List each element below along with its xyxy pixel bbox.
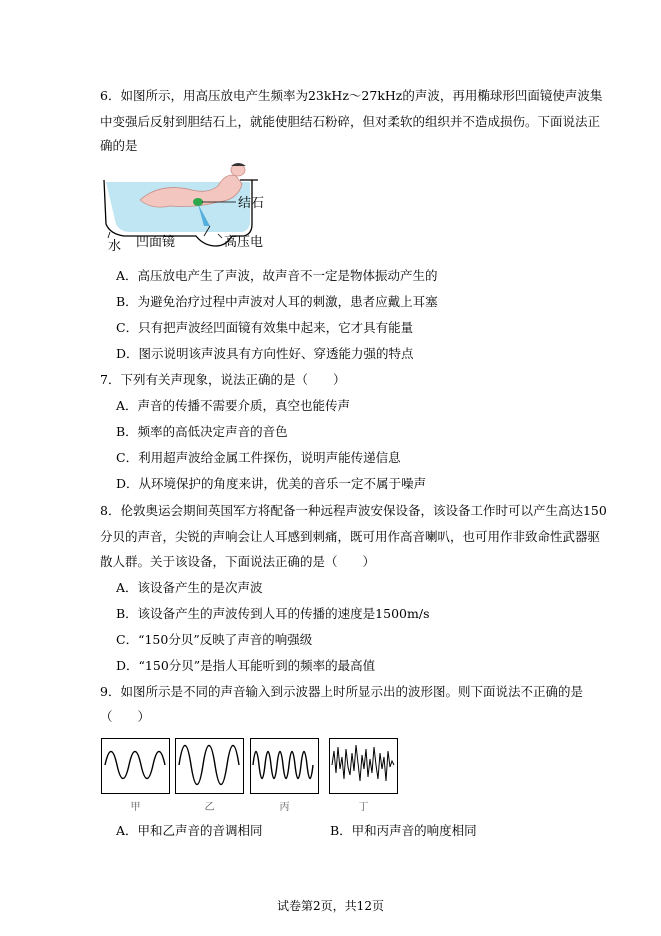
q9-stem-line1: 9．如图所示是不同的声音输入到示波器上时所显示出的波形图。则下面说法不正确的是 bbox=[100, 684, 583, 699]
label-stone: 结石 bbox=[238, 196, 265, 211]
q6-stem-line3: 确的是 bbox=[100, 138, 138, 153]
q6-stem-line2: 中变强后反射到胆结石上，就能使胆结石粉碎，但对柔软的组织并不造成损伤。下面说法正 bbox=[100, 114, 601, 129]
waveform-jia bbox=[101, 738, 170, 794]
q9-option-a: A．甲和乙声音的音调相同 bbox=[116, 823, 263, 838]
q7-option-c: C．利用超声波给金属工件探伤，说明声能传递信息 bbox=[116, 450, 401, 465]
q8-option-d: D．“150分贝”是指人耳能听到的频率的最高值 bbox=[116, 658, 376, 673]
q7-option-b: B．频率的高低决定声音的音色 bbox=[116, 424, 288, 439]
wave-label-jia: 甲 bbox=[130, 802, 141, 813]
q8-stem-line2: 分贝的声音，尖锐的声响会让人耳感到刺痛，既可用作高音喇叭，也可用作非致命性武器驱 bbox=[100, 529, 601, 544]
waveform-yi bbox=[175, 738, 244, 794]
q8-option-a: A．该设备产生的是次声波 bbox=[116, 580, 263, 595]
wave-label-bing: 丙 bbox=[279, 802, 290, 813]
q6-option-d: D．图示说明该声波具有方向性好、穿透能力强的特点 bbox=[116, 346, 414, 361]
q6-option-c: C．只有把声波经凹面镜有效集中起来，它才具有能量 bbox=[116, 320, 414, 335]
q7-option-d: D．从环境保护的角度来讲，优美的音乐一定不属于噪声 bbox=[116, 476, 427, 491]
q9-option-b: B．甲和丙声音的响度相同 bbox=[330, 823, 477, 838]
q6-option-b: B．为避免治疗过程中声波对人耳的刺激，患者应戴上耳塞 bbox=[116, 294, 438, 309]
q6-stem-line1: 6．如图所示，用高压放电产生频率为23kHz～27kHz的声波，再用椭球形凹面镜使声波集 bbox=[100, 88, 603, 103]
q8-stem-line1: 8．伦敦奥运会期间英国军方将配备一种远程声波安保设备，该设备工作时可以产生高达150 bbox=[100, 503, 607, 518]
label-discharge: 高压电 bbox=[224, 235, 264, 250]
label-mirror: 凹面镜 bbox=[136, 235, 176, 250]
page-footer: 试卷第2页，共12页 bbox=[277, 899, 384, 913]
q8-option-b: B．该设备产生的声波传到人耳的传播的速度是1500m/s bbox=[116, 606, 430, 621]
q8-option-c: C．“150分贝”反映了声音的响强级 bbox=[116, 632, 313, 647]
waveform-ding bbox=[329, 738, 398, 794]
waveform-bing bbox=[250, 738, 319, 794]
wave-label-ding: 丁 bbox=[358, 802, 369, 813]
q6-figure-bathtub bbox=[100, 160, 280, 255]
q6-option-a: A．高压放电产生了声波，故声音不一定是物体振动产生的 bbox=[116, 268, 438, 283]
wave-label-yi: 乙 bbox=[204, 802, 215, 813]
q9-stem-line2: （ ） bbox=[100, 709, 151, 724]
q7-stem: 7．下列有关声现象，说法正确的是（ ） bbox=[100, 372, 346, 387]
q7-option-a: A．声音的传播不需要介质，真空也能传声 bbox=[116, 398, 351, 413]
q8-stem-line3: 散人群。关于该设备，下面说法正确的是（ ） bbox=[100, 554, 376, 569]
label-water: 水 bbox=[108, 239, 122, 254]
